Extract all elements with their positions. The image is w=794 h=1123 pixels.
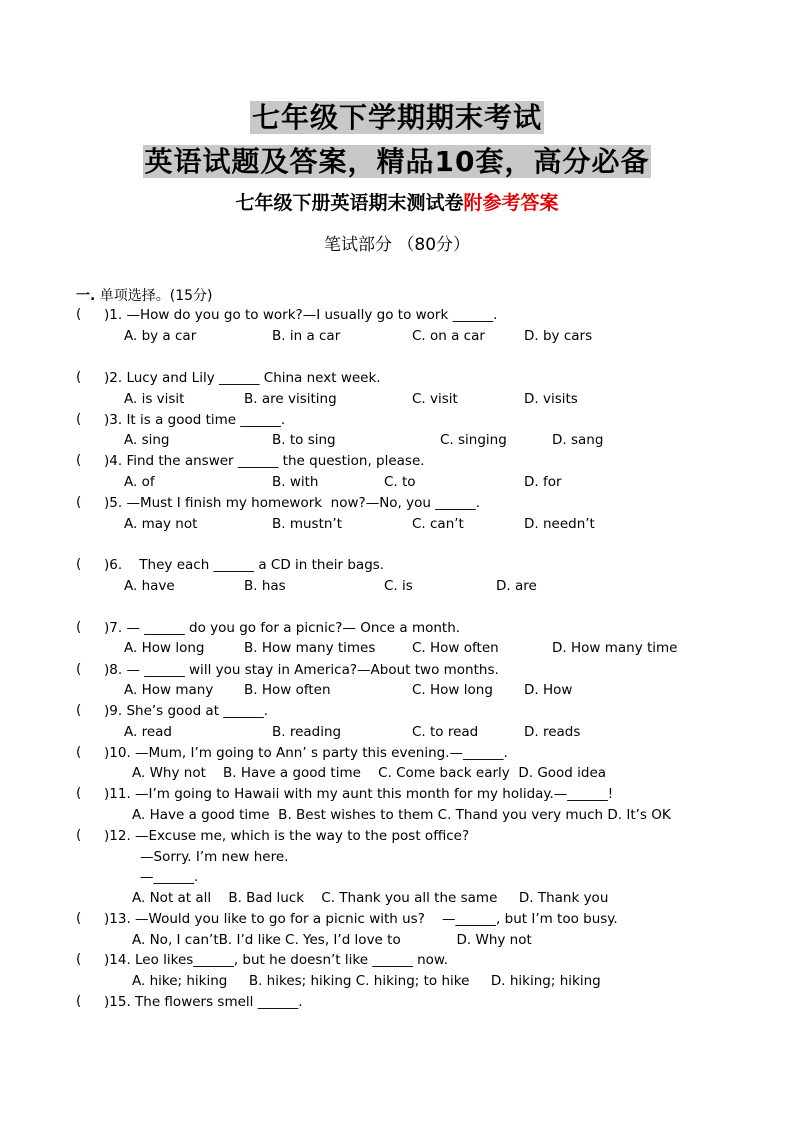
- option: D. How many time: [552, 640, 678, 656]
- answer-paren: (: [76, 951, 82, 967]
- question-stem: )1. —How do you go to work?—I usually go to work ______.: [104, 307, 498, 323]
- question-stem: )3. It is a good time ______.: [104, 412, 286, 428]
- option: D. needn’t: [524, 516, 595, 532]
- subtitle-red: 附参考答案: [463, 192, 559, 214]
- section-number: 一.: [76, 288, 96, 304]
- options-line: A. Why not B. Have a good time C. Come back early D. Good idea: [132, 765, 607, 781]
- option: A. sing: [124, 432, 170, 448]
- question-stem: )4. Find the answer ______ the question, please.: [104, 453, 425, 469]
- answer-paren: (: [76, 494, 82, 510]
- subtitle-black: 七年级下册英语期末测试卷: [235, 192, 464, 214]
- option: D. visits: [524, 391, 578, 407]
- option: A. read: [124, 724, 172, 740]
- answer-paren: (: [76, 369, 82, 385]
- option: A. How many: [124, 682, 214, 698]
- option: D. are: [496, 578, 537, 594]
- option: C. on a car: [412, 328, 485, 344]
- answer-paren: (: [76, 306, 82, 322]
- option: C. How often: [412, 640, 499, 656]
- answer-paren: (: [76, 556, 82, 572]
- option: C. visit: [412, 391, 458, 407]
- subtitle: [0, 188, 794, 215]
- question-stem: )2. Lucy and Lily ______ China next week.: [104, 370, 381, 386]
- answer-paren: (: [76, 744, 82, 760]
- answer-paren: (: [76, 619, 82, 635]
- dialogue-line: —Sorry. I’m new here.: [140, 849, 289, 865]
- option: B. in a car: [272, 328, 341, 344]
- option: B. How often: [244, 682, 331, 698]
- option: A. of: [124, 474, 155, 490]
- part-heading: 笔试部分 （80分）: [323, 235, 471, 255]
- question-stem: )12. —Excuse me, which is the way to the post office?: [104, 828, 470, 844]
- option: D. How: [524, 682, 573, 698]
- option: B. are visiting: [244, 391, 337, 407]
- section-label: 单项选择。(15分): [95, 288, 213, 304]
- option: A. have: [124, 578, 175, 594]
- option: A. How long: [124, 640, 205, 656]
- question-stem: )8. — ______ will you stay in America?—About two months.: [104, 662, 499, 678]
- question-stem: )13. —Would you like to go for a picnic with us? —______, but I’m too busy.: [104, 911, 618, 927]
- answer-paren: (: [76, 910, 82, 926]
- option: B. has: [244, 578, 286, 594]
- options-line: A. Not at all B. Bad luck C. Thank you all the same D. Thank you: [132, 890, 609, 906]
- option: C. to read: [412, 724, 479, 740]
- question-stem: )6. They each ______ a CD in their bags.: [104, 557, 385, 573]
- options-line: A. Have a good time B. Best wishes to them C. Thand you very much D. It’s OK: [132, 807, 671, 823]
- title-line-1: 七年级下学期期末考试: [251, 101, 542, 134]
- answer-paren: (: [76, 411, 82, 427]
- section-heading: [76, 285, 213, 305]
- option: B. reading: [272, 724, 342, 740]
- option: C. How long: [412, 682, 493, 698]
- title-line-2: 英语试题及答案，精品10套，高分必备: [144, 145, 650, 178]
- answer-paren: (: [76, 702, 82, 718]
- option: B. How many times: [244, 640, 376, 656]
- options-line: A. hike; hiking B. hikes; hiking C. hiking; to hike D. hiking; hiking: [132, 973, 601, 989]
- answer-paren: (: [76, 993, 82, 1009]
- answer-paren: (: [76, 452, 82, 468]
- option: B. mustn’t: [272, 516, 343, 532]
- option: C. to: [384, 474, 416, 490]
- option: D. for: [524, 474, 562, 490]
- option: A. is visit: [124, 391, 185, 407]
- answer-paren: (: [76, 661, 82, 677]
- answer-paren: (: [76, 785, 82, 801]
- option: D. sang: [552, 432, 604, 448]
- options-line: A. No, I can’tB. I’d like C. Yes, I’d love to D. Why not: [132, 932, 532, 948]
- question-stem: )15. The flowers smell ______.: [104, 994, 303, 1010]
- question-stem: )9. She’s good at ______.: [104, 703, 269, 719]
- question-stem: )11. —I’m going to Hawaii with my aunt this month for my holiday.—______!: [104, 786, 614, 802]
- option: B. with: [272, 474, 319, 490]
- option: D. by cars: [524, 328, 593, 344]
- answer-paren: (: [76, 827, 82, 843]
- option: A. by a car: [124, 328, 197, 344]
- option: A. may not: [124, 516, 198, 532]
- option: D. reads: [524, 724, 581, 740]
- option: C. can’t: [412, 516, 464, 532]
- option: C. is: [384, 578, 413, 594]
- question-stem: )14. Leo likes______, but he doesn’t like ______ now.: [104, 952, 449, 968]
- option: B. to sing: [272, 432, 336, 448]
- dialogue-line: —______.: [140, 869, 199, 885]
- question-stem: )7. — ______ do you go for a picnic?— Once a month.: [104, 620, 461, 636]
- question-stem: )10. —Mum, I’m going to Ann’ s party this evening.—______.: [104, 745, 508, 761]
- question-stem: )5. —Must I finish my homework now?—No, you ______.: [104, 495, 481, 511]
- option: C. singing: [440, 432, 507, 448]
